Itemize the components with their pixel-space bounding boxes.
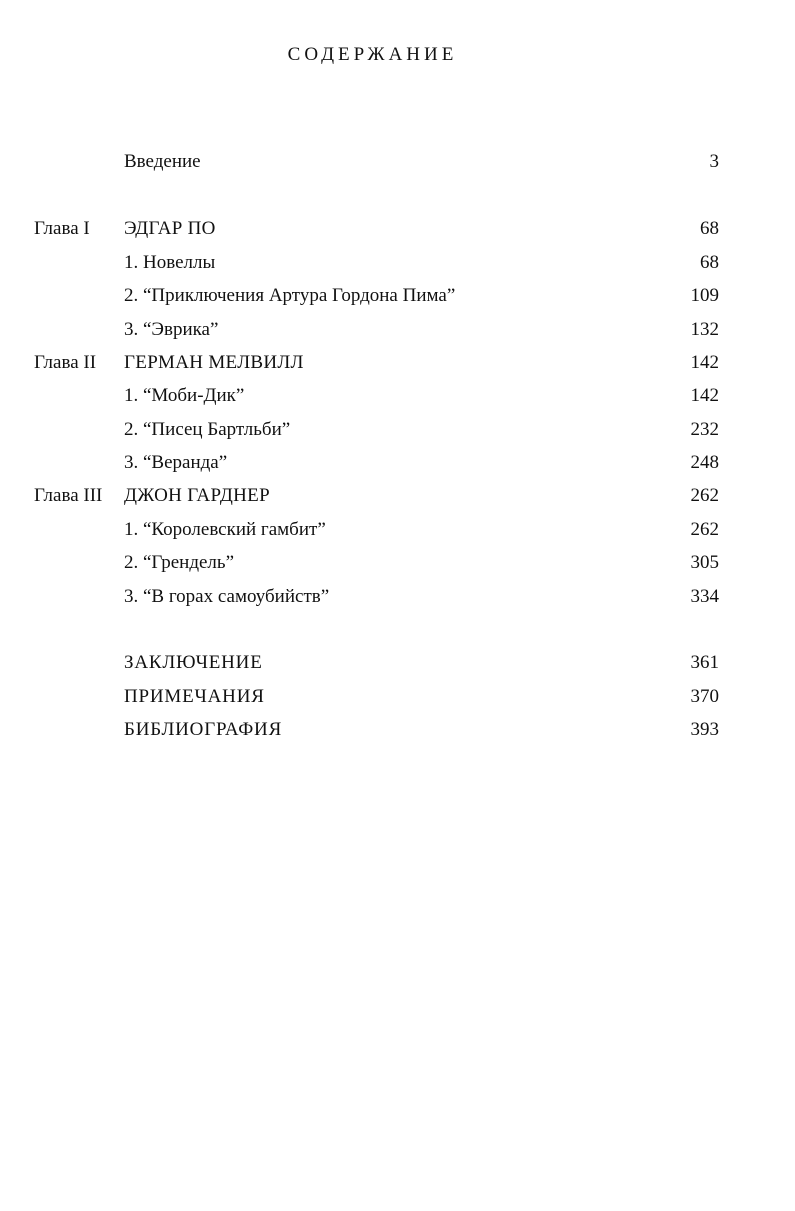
toc-page-number: 109 [690,285,719,306]
chapter-title: ГЕРМАН МЕЛВИЛЛ [124,352,304,373]
toc-entry-conclusion [0,648,795,678]
toc-section [0,248,795,278]
toc-section-label: 1. “Моби-Дик” [124,385,245,406]
toc-section [0,515,795,545]
toc-section-label: 2. “Приключения Артура Гордона Пима” [124,285,456,306]
page-title: СОДЕРЖАНИЕ [287,44,458,65]
chapter-label: Глава III [34,485,103,506]
chapter-label: Глава II [34,352,97,373]
toc-entry-label: ПРИМЕЧАНИЯ [124,686,265,707]
toc-page-number: 262 [690,519,719,540]
toc-section-label: 2. “Грендель” [124,552,235,573]
toc-chapter-3 [0,481,795,511]
toc-section-label: 3. “В горах самоубийств” [124,586,330,607]
toc-page-number: 68 [700,218,719,239]
toc-page-number: 262 [690,485,719,506]
toc-section [0,315,795,345]
toc-entry-notes [0,682,795,712]
toc-entry-label: ЗАКЛЮЧЕНИЕ [124,652,263,673]
toc-section [0,448,795,478]
toc-page-number: 68 [700,252,719,273]
toc-page-number: 334 [690,586,719,607]
toc-page-number: 370 [690,686,719,707]
chapter-title: ЭДГАР ПО [124,218,216,239]
toc-chapter-1 [0,214,795,244]
toc-page-number: 3 [709,151,719,172]
chapter-title: ДЖОН ГАРДНЕР [124,485,270,506]
toc-section-label: 1. “Королевский гамбит” [124,519,326,540]
toc-chapter-2 [0,348,795,378]
toc-section [0,281,795,311]
toc-page-number: 232 [690,419,719,440]
toc-section [0,381,795,411]
toc-section [0,548,795,578]
toc-page-number: 305 [690,552,719,573]
toc-entry-label: Введение [124,151,201,172]
toc-page-number: 361 [690,652,719,673]
toc-entry-bibliography [0,715,795,745]
toc-page-number: 393 [690,719,719,740]
toc-section-label: 2. “Писец Бартльби” [124,419,291,440]
toc-page-number: 142 [690,352,719,373]
toc-page-number: 142 [690,385,719,406]
chapter-label: Глава I [34,218,90,239]
toc-page-number: 132 [690,319,719,340]
toc-section-label: 3. “Эврика” [124,319,219,340]
toc-entry-intro [0,147,795,177]
toc-section [0,582,795,612]
toc-section [0,415,795,445]
toc-page-number: 248 [690,452,719,473]
toc-section-label: 1. Новеллы [124,252,216,273]
toc-section-label: 3. “Веранда” [124,452,228,473]
toc-entry-label: БИБЛИОГРАФИЯ [124,719,283,740]
